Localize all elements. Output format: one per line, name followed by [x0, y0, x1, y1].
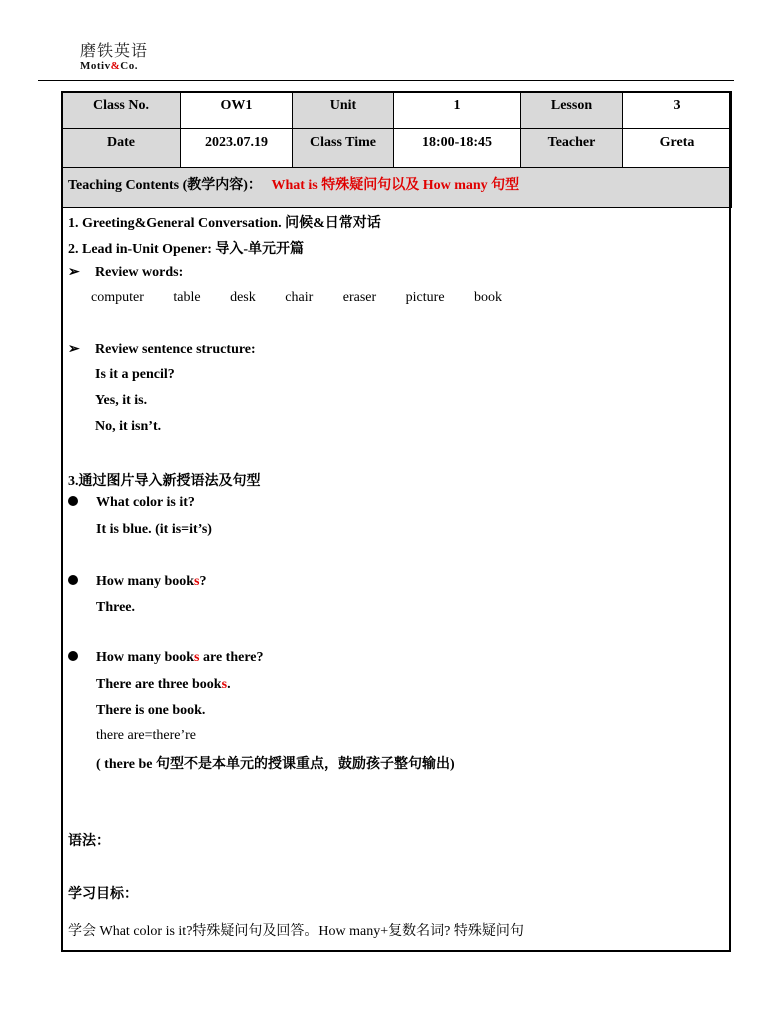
bullet-dot-icon: [68, 575, 78, 585]
bullet-3a-post: .: [227, 677, 231, 692]
review-sentence-1: Is it a pencil?: [95, 367, 175, 382]
class-time-value: 18:00-18:45: [394, 129, 521, 168]
review-words-label: Review words:: [95, 265, 184, 280]
bullet-1: [68, 495, 195, 511]
logo-en-b: Co.: [120, 60, 138, 72]
goal-text: 学会 What color is it?特殊疑问句及回答。How many+复数名词? 特殊疑问句: [68, 924, 524, 939]
teacher-label: Teacher: [521, 129, 623, 168]
bullet-3-plural: s: [194, 650, 200, 665]
review-sentence-3: No, it isn’t.: [95, 419, 162, 434]
word-item: chair: [285, 290, 314, 305]
goal-heading: 学习目标：: [68, 887, 138, 902]
section-3: 3.通过图片导入新授语法及句型: [68, 474, 261, 489]
word-item: computer: [91, 290, 144, 305]
section-2: 2. Lead in-Unit Opener: 导入-单元开篇: [68, 242, 305, 257]
review-sentence-2: Yes, it is.: [95, 393, 148, 408]
logo-en-amp: &: [110, 60, 121, 72]
unit-value: 1: [394, 92, 521, 129]
bullet-3-answer-2: There is one book.: [96, 703, 206, 718]
lesson-label: Lesson: [521, 92, 623, 129]
bullet-2-post: ?: [199, 574, 207, 589]
review-words: [68, 264, 183, 281]
class-time-label: Class Time: [293, 129, 394, 168]
bullet-2: [68, 574, 206, 590]
logo: [80, 42, 148, 72]
bullet-1-answer: It is blue. (it is=it’s): [96, 522, 212, 537]
section-1: 1. Greeting&General Conversation. 问候&日常对话: [68, 216, 381, 231]
word-item: eraser: [342, 290, 377, 305]
bullet-3: [68, 650, 264, 666]
logo-chinese: 磨铁英语: [80, 41, 149, 60]
review-sentence: [68, 341, 256, 358]
bullet-3a-pre: There are three book: [96, 677, 222, 692]
teaching-contents-value: What is 特殊疑问句以及 How many 句型: [271, 178, 520, 193]
bullet-dot-icon: [68, 651, 78, 661]
date-value: 2023.07.19: [181, 129, 293, 168]
review-sentence-label: Review sentence structure:: [95, 342, 256, 357]
bullet-3-answer-1: [96, 677, 231, 693]
word-item: desk: [230, 290, 256, 305]
teaching-contents-label: Teaching Contents (教学内容)：: [68, 178, 262, 193]
bullet-3-post: are there?: [199, 650, 264, 665]
bullet-1-text: What color is it?: [96, 495, 195, 510]
header-rule: [38, 80, 734, 81]
lesson-value: 3: [623, 92, 732, 129]
date-label: Date: [62, 129, 181, 168]
grammar-heading: 语法：: [68, 834, 110, 849]
bullet-3-pre: How many book: [96, 650, 195, 665]
teacher-value: Greta: [623, 129, 732, 168]
arrow-bullet-icon: ➢: [68, 265, 80, 280]
word-item: book: [474, 290, 503, 305]
unit-label: Unit: [293, 92, 394, 129]
bullet-2-pre: How many book: [96, 574, 195, 589]
class-no-label: Class No.: [62, 92, 181, 129]
word-item: table: [173, 290, 201, 305]
arrow-bullet-icon: ➢: [68, 342, 80, 357]
word-list: [91, 290, 528, 306]
bullet-dot-icon: [68, 496, 78, 506]
bullet-2-plural: s: [194, 574, 200, 589]
class-no-value: OW1: [181, 92, 293, 129]
bullet-3a-plural: s: [221, 677, 228, 692]
logo-en-a: Motiv: [80, 60, 111, 72]
word-item: picture: [405, 290, 445, 305]
logo-english: [80, 60, 148, 72]
bullet-2-answer: Three.: [96, 600, 136, 615]
bullet-3-note-2: ( there be 句型不是本单元的授课重点，鼓励孩子整句输出): [96, 757, 455, 772]
bullet-3-note-1: there are=there’re: [96, 728, 196, 743]
